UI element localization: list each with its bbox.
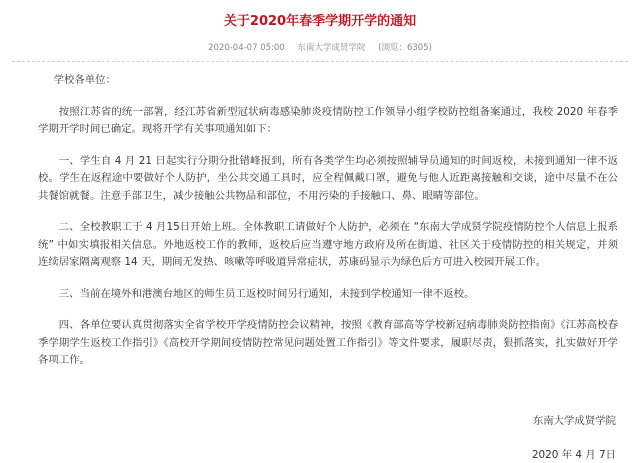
item-1-paragraph: 一、学生自 4 月 21 日起实行分期分批错峰报到，所有各类学生均必须按照辅导员通知的时间返校，未接到通知一律不返校。学生在返程途中要做好个人防护，坐公共交通工具时，应全程佩戴口罩，避免与他人近距离接触和交谈，途中尽量不在公共餐馆就餐。注意手部卫生，减少接触公共物品和部位，不用污染的手接触口、鼻、眼睛等部位。 xyxy=(38,154,618,202)
view-count: (浏览：6305) xyxy=(378,43,432,53)
item-3-paragraph: 三、当前在境外和港澳台地区的师生员工返校时间另行通知，未接到学校通知一律不返校。 xyxy=(58,287,475,300)
notice-meta xyxy=(0,41,640,53)
notice-body xyxy=(38,72,618,384)
notice-title: 关于2020年春季学期开学的通知 xyxy=(223,14,417,29)
salutation: 学校各单位： xyxy=(53,74,116,86)
intro-paragraph: 按照江苏省的统一部署，经江苏省新型冠状病毒感染肺炎疫情防控工作领导小组学校防控组备案通过，我校 2020 年春季学期开学时间已确定。现将开学有关事项通知如下： xyxy=(38,105,618,135)
signature-org: 东南大学成贤学院 xyxy=(532,415,616,427)
item-2-paragraph: 二、全校教职工于 4 月15日开始上班。全体教职工请做好个人防护，必须在 “东南大学成贤学院疫情防控个人信息上报系统” 中如实填报相关信息。外地返校工作的教师，返校后应当遵守地方政府及所在街道、社区关于疫情防控的相关规定，并须连续居家隔离观察 14 天，期间无发热、咳嗽等呼吸道异常症状，苏康码显示为绿色后方可进入校园开展工作。 xyxy=(38,221,618,268)
header-divider xyxy=(12,61,628,62)
publisher-name: 东南大学成贤学院 xyxy=(297,43,366,53)
publish-time: 2020-04-07 05:00 xyxy=(208,43,285,53)
signature-date: 2020 年 4 月 7日 xyxy=(531,449,616,461)
item-4-paragraph: 四、各单位要认真贯彻落实全省学校开学疫情防控会议精神，按照《教育部高等学校新冠病毒肺炎防控指南》《江苏高校春季学期学生返校工作指引》《高校开学期间疫情防控常见问题处置工作指引》等文件要求，履职尽责，狠抓落实，扎实做好开学各项工作。 xyxy=(38,319,618,366)
